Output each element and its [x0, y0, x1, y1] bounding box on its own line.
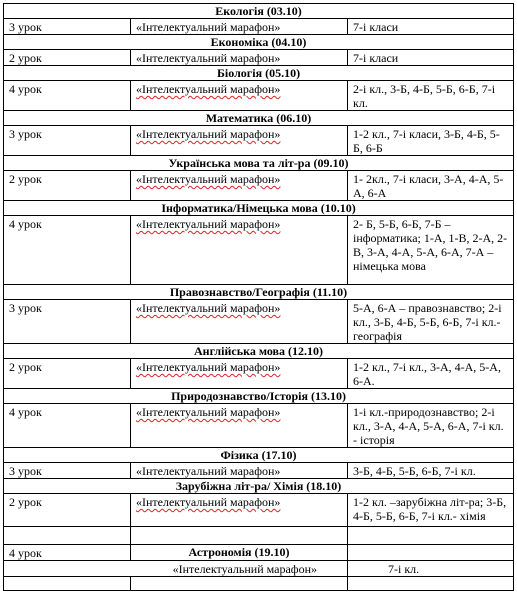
event-name: [131, 19, 348, 35]
section-title: Математика (06.10): [4, 111, 514, 126]
section-title: Екологія (03.10): [4, 4, 514, 19]
section-title: Правознавство/Географія (11.10): [4, 285, 514, 300]
event-name: [131, 404, 348, 448]
lesson-number: 4 урок: [4, 404, 131, 448]
section-detail-row: [4, 561, 514, 577]
class-list: 2-і кл., 3-Б, 4-Б, 5-Б, 6-Б, 7-і кл.: [348, 81, 514, 111]
blank-cell: [4, 527, 131, 545]
section-header-row: [4, 4, 514, 19]
blank-cell: [131, 527, 348, 545]
blank-cell: [348, 577, 514, 591]
section-title: Українська мова та літ-ра (09.10): [4, 156, 514, 171]
event-name-text: «Інтелектуальний марафон»: [136, 20, 281, 34]
section-title: Біологія (05.10): [4, 66, 514, 81]
section-title: Фізика (17.10): [4, 448, 514, 463]
event-name-text: «Інтелектуальний марафон»: [136, 217, 281, 231]
event-name: [131, 50, 348, 66]
event-name: [131, 126, 348, 156]
lesson-number: 2 урок: [4, 171, 131, 201]
blank-cell: [131, 577, 348, 591]
section-detail-row: [4, 126, 514, 156]
event-name: [131, 359, 348, 389]
blank-cell: [4, 577, 131, 591]
section-title: Інформатика/Німецька мова (10.10): [4, 201, 514, 216]
schedule-table: [3, 3, 514, 591]
section-header-row: [4, 389, 514, 404]
lesson-number: 3 урок: [4, 19, 131, 35]
event-name-text: «Інтелектуальний марафон»: [136, 82, 281, 96]
section-title: Зарубіжна літ-ра/ Хімія (18.10): [4, 479, 514, 494]
section-title: Англійська мова (12.10): [4, 344, 514, 359]
section-header-row: [4, 156, 514, 171]
class-list: 7-і класи: [348, 19, 514, 35]
section-detail-row: [4, 300, 514, 344]
blank-cell: [4, 561, 131, 577]
event-name: [131, 81, 348, 111]
spacer-row: [4, 527, 514, 545]
event-name: [131, 216, 348, 285]
lesson-number: 2 урок: [4, 50, 131, 66]
section-detail-row: [4, 81, 514, 111]
schedule-body: [4, 4, 514, 591]
section-title: Економіка (04.10): [4, 35, 514, 50]
section-header-row: [4, 545, 514, 561]
event-name: [131, 171, 348, 201]
section-header-row: [4, 479, 514, 494]
event-name: [131, 463, 348, 479]
event-name: [131, 300, 348, 344]
lesson-number: 3 урок: [4, 300, 131, 344]
section-detail-row: [4, 359, 514, 389]
lesson-number: 2 урок: [4, 359, 131, 389]
section-detail-row: [4, 50, 514, 66]
class-list: 1-2 кл., 7-і кл., 3-А, 4-А, 5-А, 6-А.: [348, 359, 514, 389]
event-name-text: «Інтелектуальний марафон»: [136, 51, 281, 65]
section-header-row: [4, 201, 514, 216]
class-list: 7-і кл.: [348, 561, 514, 577]
event-name-text: «Інтелектуальний марафон»: [172, 562, 317, 576]
event-name: [131, 561, 348, 577]
class-list: 1- 2кл., 7-і класи, 3-А, 4-А, 5-А, 6-А: [348, 171, 514, 201]
section-detail-row: [4, 19, 514, 35]
event-name-text: «Інтелектуальний марафон»: [136, 301, 281, 315]
section-title: Природознавство/Історія (13.10): [4, 389, 514, 404]
event-name-text: «Інтелектуальний марафон»: [136, 495, 281, 509]
spacer-row: [4, 577, 514, 591]
section-detail-row: [4, 494, 514, 527]
section-detail-row: [4, 404, 514, 448]
section-detail-row: [4, 216, 514, 285]
section-header-row: [4, 344, 514, 359]
section-header-row: [4, 111, 514, 126]
blank-cell: [348, 545, 514, 561]
lesson-number: 2 урок: [4, 494, 131, 527]
lesson-number: 4 урок: [4, 81, 131, 111]
section-detail-row: [4, 463, 514, 479]
event-name-text: «Інтелектуальний марафон»: [136, 172, 281, 186]
class-list: 2- Б, 5-Б, 6-Б, 7-Б – інформатика; 1-А, 1-В, 2-А, 2-В, 3-А, 4-А, 5-А, 6-А, 7-А –німецька мова: [348, 216, 514, 285]
event-name-text: «Інтелектуальний марафон»: [136, 405, 281, 419]
class-list: 3-Б, 4-Б, 5-Б, 6-Б, 7-і кл.: [348, 463, 514, 479]
event-name: [131, 494, 348, 527]
section-header-row: [4, 448, 514, 463]
section-header-row: [4, 285, 514, 300]
lesson-number: 4 урок: [4, 545, 131, 561]
class-list: 7-і класи: [348, 50, 514, 66]
section-detail-row: [4, 171, 514, 201]
blank-cell: [348, 527, 514, 545]
section-title: Астрономія (19.10): [131, 545, 348, 561]
event-name-text: «Інтелектуальний марафон»: [136, 360, 281, 374]
event-name-text: «Інтелектуальний марафон»: [136, 127, 281, 141]
class-list: 1-і кл.-природознавство; 2-і кл., 3-А, 4-А, 5-А, 6-А, 7-і кл. - історія: [348, 404, 514, 448]
lesson-number: 3 урок: [4, 126, 131, 156]
event-name-text: «Інтелектуальний марафон»: [136, 464, 281, 478]
section-header-row: [4, 35, 514, 50]
section-header-row: [4, 66, 514, 81]
class-list: 1-2 кл. –зарубіжна літ-ра; 3-Б, 4-Б, 5-Б, 6-Б, 7-і кл.- хімія: [348, 494, 514, 527]
lesson-number: 4 урок: [4, 216, 131, 285]
lesson-number: 3 урок: [4, 463, 131, 479]
class-list: 1-2 кл., 7-і класи, 3-Б, 4-Б, 5-Б, 6-Б: [348, 126, 514, 156]
class-list: 5-А, 6-А – правознавство; 2-і кл., 3-Б, 4-Б, 5-Б, 6-Б, 7-і кл.- географія: [348, 300, 514, 344]
